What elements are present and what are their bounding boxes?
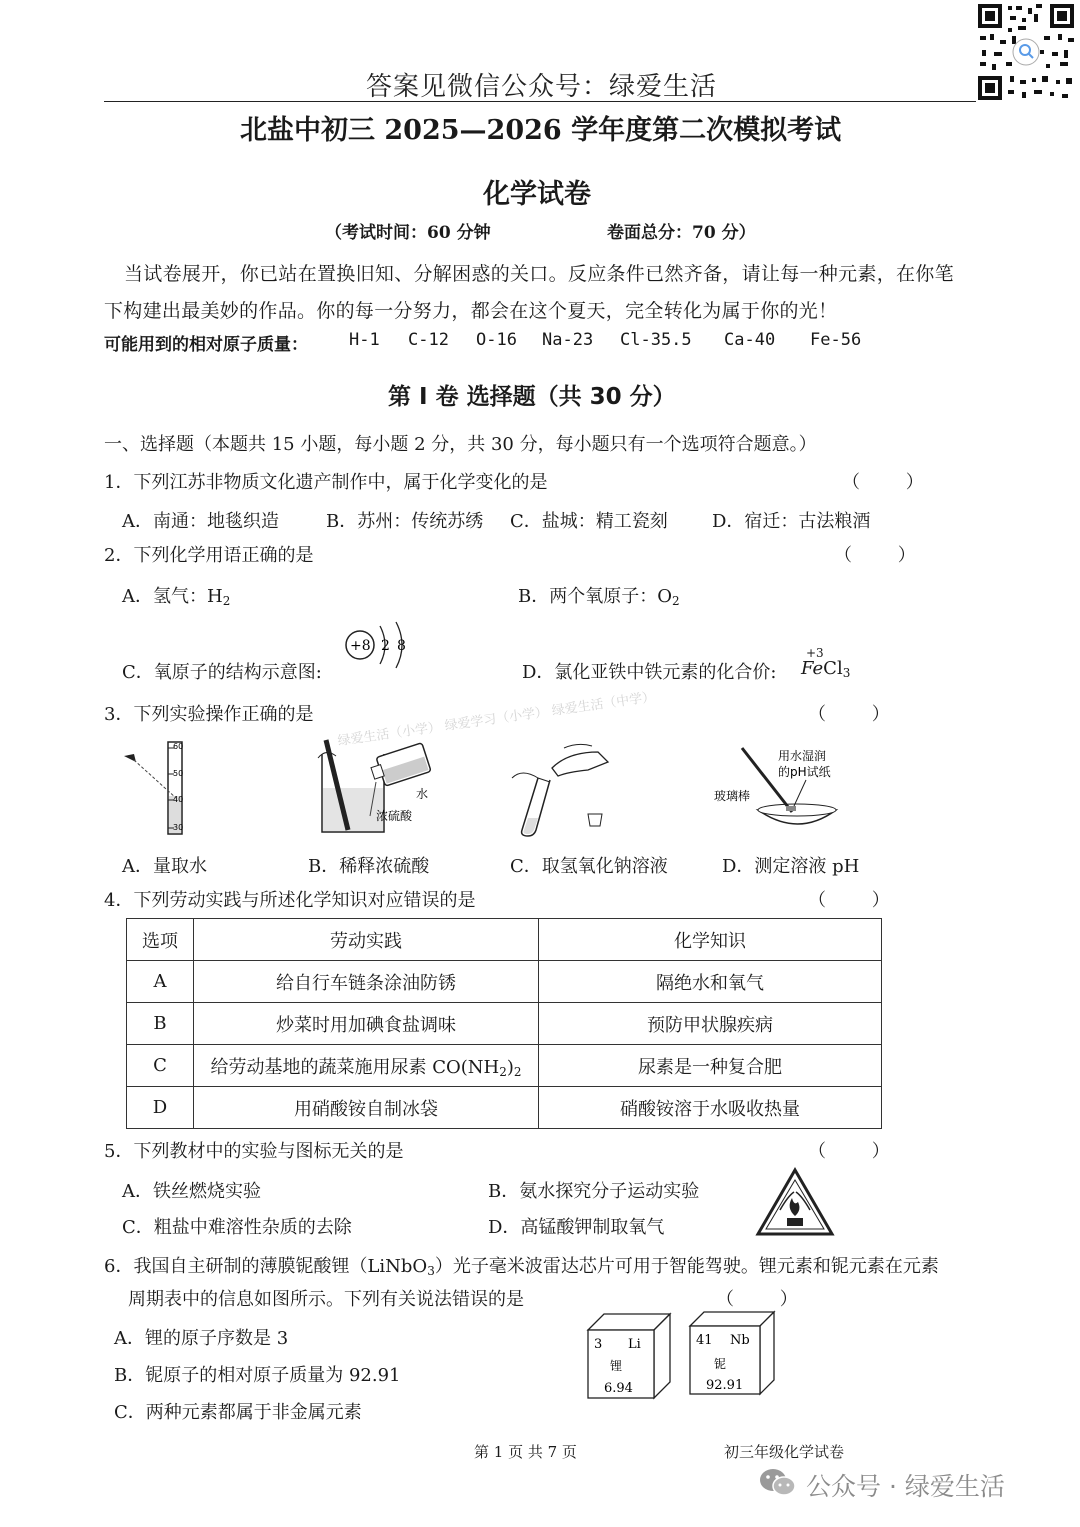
- row-knowledge: 预防甲状腺疾病: [539, 1003, 882, 1045]
- svg-text:用水湿润: 用水湿润: [778, 749, 827, 763]
- svg-text:60: 60: [173, 742, 184, 751]
- q3-answer-blank[interactable]: （ ）: [808, 704, 910, 725]
- ph-test-illustration: [708, 740, 868, 840]
- header-option: 选项: [127, 919, 194, 961]
- intro-line-1: 当试卷展开，你已站在置换旧知、分解困惑的关口。反应条件已然齐备，请让每一种元素，在你笔: [124, 263, 954, 285]
- q3-option-a: A．量取水: [122, 856, 207, 877]
- q6-option-a: A．锂的原子序数是 3: [114, 1328, 289, 1349]
- shell-2-electrons: 8: [397, 638, 406, 654]
- svg-text:锂: 锂: [610, 1359, 623, 1373]
- q2-answer-blank[interactable]: （ ）: [834, 545, 936, 566]
- q1-option-c: C．盐城：精工瓷刻: [510, 511, 668, 532]
- oxygen-atom-structure-diagram: [340, 612, 420, 672]
- q4-answer-blank[interactable]: （ ）: [808, 890, 910, 911]
- q4-stem: 4．下列劳动实践与所述化学知识对应错误的是: [104, 890, 476, 911]
- q1-option-b: B．苏州：传统苏绣: [326, 511, 484, 532]
- row-option: A: [127, 961, 194, 1003]
- q5-option-d: D．高锰酸钾制取氧气: [488, 1217, 665, 1238]
- periodic-table-cells: [584, 1310, 784, 1402]
- q2-option-c: C．氧原子的结构示意图:: [122, 662, 322, 683]
- q2-option-d: D．氯化亚铁中铁元素的化合价:: [522, 662, 777, 683]
- q1-option-a: A．南通：地毯织造: [122, 511, 279, 532]
- qr-code: [974, 0, 1078, 104]
- row-practice: 给自行车链条涂油防锈: [194, 961, 539, 1003]
- row-practice: 炒菜时用加碘食盐调味: [194, 1003, 539, 1045]
- fe-valence: +3: [806, 646, 824, 660]
- footer-paper-name: 初三年级化学试卷: [724, 1443, 845, 1461]
- atomic-mass-ca: Ca-40: [724, 330, 776, 350]
- q5-option-a: A．铁丝燃烧实验: [122, 1181, 261, 1202]
- q6-option-c: C．两种元素都属于非金属元素: [114, 1402, 362, 1423]
- q5-option-b: B．氨水探究分子运动实验: [488, 1181, 700, 1202]
- subject-title: 化学试卷: [483, 179, 591, 210]
- header-practice: 劳动实践: [194, 919, 539, 961]
- row-option: B: [127, 1003, 194, 1045]
- test-tube-illustration: [508, 738, 628, 840]
- row-knowledge: 尿素是一种复合肥: [539, 1045, 882, 1087]
- row-option: C: [127, 1045, 194, 1087]
- wechat-icon: [758, 1466, 798, 1498]
- row-practice: 给劳动基地的蔬菜施用尿素 $CO(NH_2)_2$: [194, 1045, 539, 1087]
- brand-watermark: 公众号 · 绿爱生活: [806, 1472, 1005, 1501]
- q6-stem-line-2: 周期表中的信息如图所示。下列有关说法错误的是: [128, 1289, 524, 1310]
- section-title: 第 Ⅰ 卷 选择题（共 30 分）: [388, 384, 676, 410]
- q2-option-b: B．两个氧原子：$O_2$: [518, 586, 680, 608]
- svg-text:玻璃棒: 玻璃棒: [714, 789, 751, 803]
- svg-text:92.91: 92.91: [706, 1378, 744, 1393]
- q1-answer-blank[interactable]: （ ）: [842, 472, 944, 493]
- atomic-mass-cl: Cl-35.5: [620, 330, 692, 350]
- intro-line-2: 下构建出最美妙的作品。你的每一分努力，都会在这个夏天，完全转化为属于你的光！: [104, 300, 838, 322]
- section-instruction: 一、选择题（本题共 15 小题，每小题 2 分，共 30 分，每小题只有一个选项符合题意。）: [104, 434, 817, 455]
- table-row: [127, 1045, 882, 1087]
- atomic-mass-c: C-12: [408, 330, 449, 350]
- svg-text:Nb: Nb: [730, 1333, 750, 1348]
- total-score: 卷面总分：70 分）: [607, 223, 756, 243]
- q5-option-c: C．粗盐中难溶性杂质的去除: [122, 1217, 352, 1238]
- faint-watermark: 绿爱生活（小学） 绿爱学习（小学） 绿爱生活（中学）: [336, 689, 657, 750]
- exam-time: （考试时间：60 分钟: [325, 223, 491, 243]
- q3-option-d: D．测定溶液 pH: [722, 856, 860, 877]
- q6-stem-line-1: 6．我国自主研制的薄膜铌酸锂（LiNbO$_3$）光子毫米波雷达芯片可用于智能驾驶。锂元素和铌元素在元素: [104, 1256, 939, 1278]
- fecl3-formula: FeCl$_3$: [801, 658, 851, 680]
- header-rule: [104, 101, 976, 102]
- nucleus-charge: +8: [350, 638, 371, 654]
- table-row: [127, 1087, 882, 1129]
- q5-stem: 5．下列教材中的实验与图标无关的是: [104, 1141, 404, 1162]
- q3-stem: 3．下列实验操作正确的是: [104, 704, 314, 725]
- atomic-mass-fe: Fe-56: [810, 330, 862, 350]
- table-header-row: [127, 919, 882, 961]
- exam-title: 北盐中初三 2025—2026 学年度第二次模拟考试: [240, 115, 842, 146]
- q1-option-d: D．宿迁：古法粮酒: [712, 511, 871, 532]
- q1-stem: 1．下列江苏非物质文化遗产制作中，属于化学变化的是: [104, 472, 548, 493]
- row-knowledge: 硝酸铵溶于水吸收热量: [539, 1087, 882, 1129]
- row-option: D: [127, 1087, 194, 1129]
- header-knowledge: 化学知识: [539, 919, 882, 961]
- lithium-cell: [588, 1314, 670, 1398]
- q4-table: [126, 918, 882, 1129]
- heating-hazard-icon: [754, 1166, 836, 1238]
- svg-text:的pH试纸: 的pH试纸: [778, 765, 831, 779]
- svg-text:3: 3: [594, 1337, 603, 1352]
- svg-text:浓硫酸: 浓硫酸: [376, 809, 413, 823]
- svg-text:40: 40: [173, 795, 184, 804]
- watermark-top-text: 答案见微信公众号：绿爱生活: [366, 72, 718, 102]
- atomic-mass-o: O-16: [476, 330, 517, 350]
- svg-text:Li: Li: [628, 1337, 641, 1352]
- svg-text:41: 41: [696, 1333, 713, 1348]
- q2-option-a: A．氢气：$H_2$: [122, 586, 231, 608]
- q5-answer-blank[interactable]: （ ）: [808, 1141, 910, 1162]
- q3-option-c: C．取氢氧化钠溶液: [510, 856, 668, 877]
- atomic-mass-label: 可能用到的相对原子质量：: [104, 335, 308, 355]
- svg-text:30: 30: [173, 823, 184, 832]
- q3-option-b: B．稀释浓硫酸: [308, 856, 430, 877]
- q6-answer-blank[interactable]: （ ）: [716, 1289, 818, 1310]
- q6-option-b: B．铌原子的相对原子质量为 92.91: [114, 1365, 401, 1386]
- page-number: 第 1 页 共 7 页: [474, 1443, 577, 1461]
- dilute-acid-illustration: [312, 736, 442, 840]
- row-practice: 用硝酸铵自制冰袋: [194, 1087, 539, 1129]
- atomic-mass-h: H-1: [349, 330, 380, 350]
- graduated-cylinder-illustration: [118, 738, 198, 838]
- q2-stem: 2．下列化学用语正确的是: [104, 545, 314, 566]
- svg-text:6.94: 6.94: [604, 1381, 633, 1396]
- atomic-mass-na: Na-23: [542, 330, 594, 350]
- svg-text:水: 水: [416, 787, 429, 801]
- shell-1-electrons: 2: [381, 638, 390, 654]
- niobium-cell: [690, 1312, 774, 1394]
- svg-text:50: 50: [173, 769, 184, 778]
- table-row: [127, 1003, 882, 1045]
- svg-text:铌: 铌: [714, 1357, 727, 1371]
- row-knowledge: 隔绝水和氧气: [539, 961, 882, 1003]
- table-row: [127, 961, 882, 1003]
